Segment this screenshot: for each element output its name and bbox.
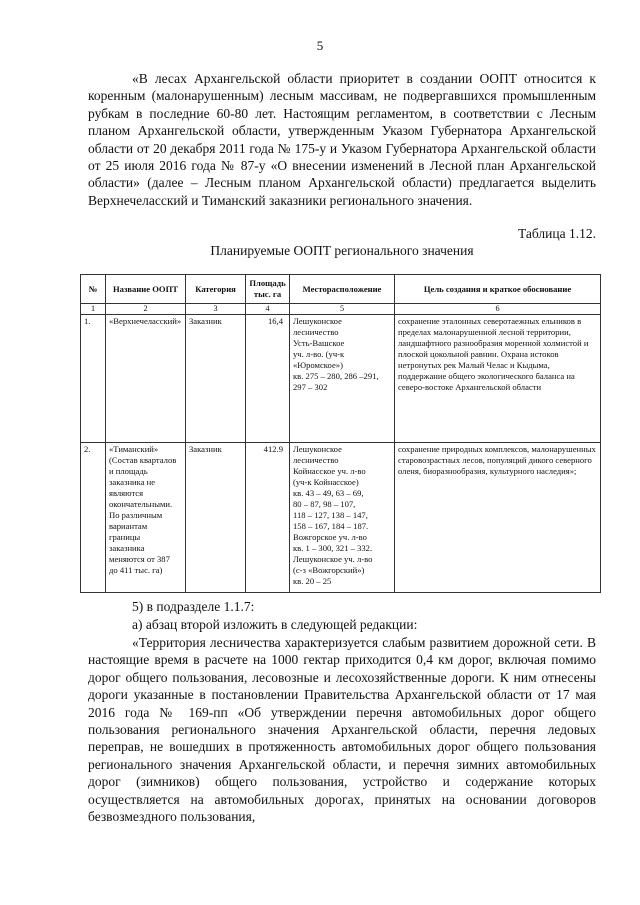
- oopt-name-line: заказника: [109, 543, 145, 553]
- oopt-name-line: «Верхнечеласский»: [109, 316, 182, 326]
- row-location-line: (уч-к Койнасское): [293, 477, 359, 487]
- oopt-name: [106, 315, 186, 443]
- column-number-row: [81, 304, 601, 315]
- row-location-line: (с-з «Вожгорский»): [293, 565, 365, 575]
- oopt-name-line: По различным: [109, 510, 163, 520]
- row-category: Заказник: [186, 315, 246, 443]
- row-location-line: 297 – 302: [293, 382, 328, 392]
- row-location-line: уч. л-во. (уч-к: [293, 349, 345, 359]
- row-location-line: Вожгорское уч. л-во: [293, 532, 367, 542]
- row-location-line: Лешуконское уч. л-во: [293, 554, 373, 564]
- oopt-name-line: вариантам: [109, 521, 148, 531]
- column-number: 6: [395, 304, 601, 315]
- header-area: Площадь тыс. га: [246, 275, 290, 304]
- row-location-line: Усть-Вашское: [293, 338, 345, 348]
- row-location-line: лесничество: [293, 327, 339, 337]
- oopt-name-line: «Тиманский»: [109, 444, 159, 454]
- row-purpose: [395, 443, 601, 593]
- oopt-name-line: окончательными.: [109, 499, 173, 509]
- oopt-name: [106, 443, 186, 593]
- row-purpose-text: сохранение эталонных северотаежных ельников в пределах малонарушенной лесной территории, ландшафтного разнообразия моренной холмистой и плоской цокольной равнин. Охрана истоков нетронутых рек Малый Челас и Кыдыма, поддержание общего экологического баланса на северо-востоке Архангельской области: [398, 316, 589, 392]
- header-number: №: [81, 275, 106, 304]
- oopt-name-line: (Состав кварталов: [109, 455, 177, 465]
- final-paragraph: «Территория лесничества характеризуется слабым развитием дорожной сети. В настоящие время в расчете на 1000 гектар приходится 0,4 км дорог, включая помимо дорог общего пользования, лесовозные и лесохозяйственные дороги. К ним отнесены дороги указанные в постановлении Правительства Архангельской области от 17 мая 2016 года № 169-пп «Об утверждении перечня автомобильных дорог общего пользования регионального значения Архангельской области, перечня ледовых переправ, не вошедших в протяженность автомобильных дорог общего пользования регионального значения Архангельской области, и перечня зимних автомобильных дорог (зимников) общего пользования, устройство и содержание которых осуществляется на автомобильных дорогах, принятых на основании договоров безвозмездного пользования,: [88, 635, 596, 825]
- oopt-name-line: заказника не: [109, 477, 156, 487]
- row-location-line: кв. 1 – 300, 321 – 332.: [293, 543, 373, 553]
- column-number: 3: [186, 304, 246, 315]
- row-location: [290, 443, 395, 593]
- row-location-line: 118 – 127, 138 – 147,: [293, 510, 368, 520]
- row-location-line: лесничество: [293, 455, 339, 465]
- column-number: 5: [290, 304, 395, 315]
- row-category: Заказник: [186, 443, 246, 593]
- row-location-line: кв. 43 – 49, 63 – 69,: [293, 488, 364, 498]
- table-label: Таблица 1.12.: [518, 226, 596, 241]
- header-category: Категория: [186, 275, 246, 304]
- table-row: [81, 315, 601, 443]
- table-title: Планируемые ООПТ регионального значения: [210, 243, 474, 258]
- oopt-name-line: и площадь: [109, 466, 148, 476]
- subsection-heading: 5) в подразделе 1.1.7:: [132, 599, 255, 614]
- row-number: 1.: [81, 315, 106, 443]
- row-location-line: Лешуконское: [293, 316, 342, 326]
- header-name: Название ООПТ: [106, 275, 186, 304]
- row-location-line: Койнасское уч. л-во: [293, 466, 366, 476]
- page-number: 5: [316, 38, 324, 53]
- oopt-name-line: являются: [109, 488, 144, 498]
- row-location-line: Лешуконское: [293, 444, 342, 454]
- row-purpose: [395, 315, 601, 443]
- row-location: [290, 315, 395, 443]
- row-location-line: кв. 20 – 25: [293, 576, 332, 586]
- row-purpose-text: сохранение природных комплексов, малонарушенных старовозрастных лесов, популяций дикого северного оленя, биоразнообразия, культурного наследия»;: [398, 444, 596, 476]
- oopt-name-line: до 411 тыс. га): [109, 565, 163, 575]
- oopt-name-line: меняются от 387: [109, 554, 170, 564]
- column-number: 2: [106, 304, 186, 315]
- table-row: [81, 443, 601, 593]
- oopt-name-line: границы: [109, 532, 141, 542]
- table-header-row: [81, 275, 601, 304]
- header-purpose: Цель создания и краткое обоснование: [395, 275, 601, 304]
- intro-paragraph: «В лесах Архангельской области приоритет в создании ООПТ относится к коренным (малонарушенным) лесным массивам, не подвергавшихся промышленным рубкам в последние 60-80 лет. Настоящим регламентом, в соответствии с Лесным планом Архангельской области, утвержденным Указом Губернатора Архангельской области от 20 декабря 2011 года № 175-у и Указом Губернатора Архангельской области от 25 июля 2016 года № 87-у «О внесении изменений в Лесной план Архангельской области» (далее – Лесным планом Архангельской области) предлагается выделить Верхнечеласский и Тиманский заказники регионального значения.: [88, 71, 596, 208]
- sub-item: а) абзац второй изложить в следующей редакции:: [132, 617, 418, 632]
- row-location-line: 158 – 167, 184 – 187.: [293, 521, 369, 531]
- row-location-line: 80 – 87, 98 – 107,: [293, 499, 356, 509]
- oopt-table: [80, 274, 601, 593]
- row-location-line: «Юромское»): [293, 360, 343, 370]
- row-number: 2.: [81, 443, 106, 593]
- column-number: 4: [246, 304, 290, 315]
- row-location-line: кв. 275 – 280, 286 –291,: [293, 371, 379, 381]
- column-number: 1: [81, 304, 106, 315]
- header-location: Месторасположение: [290, 275, 395, 304]
- row-area: 412.9: [246, 443, 290, 593]
- row-area: 16,4: [246, 315, 290, 443]
